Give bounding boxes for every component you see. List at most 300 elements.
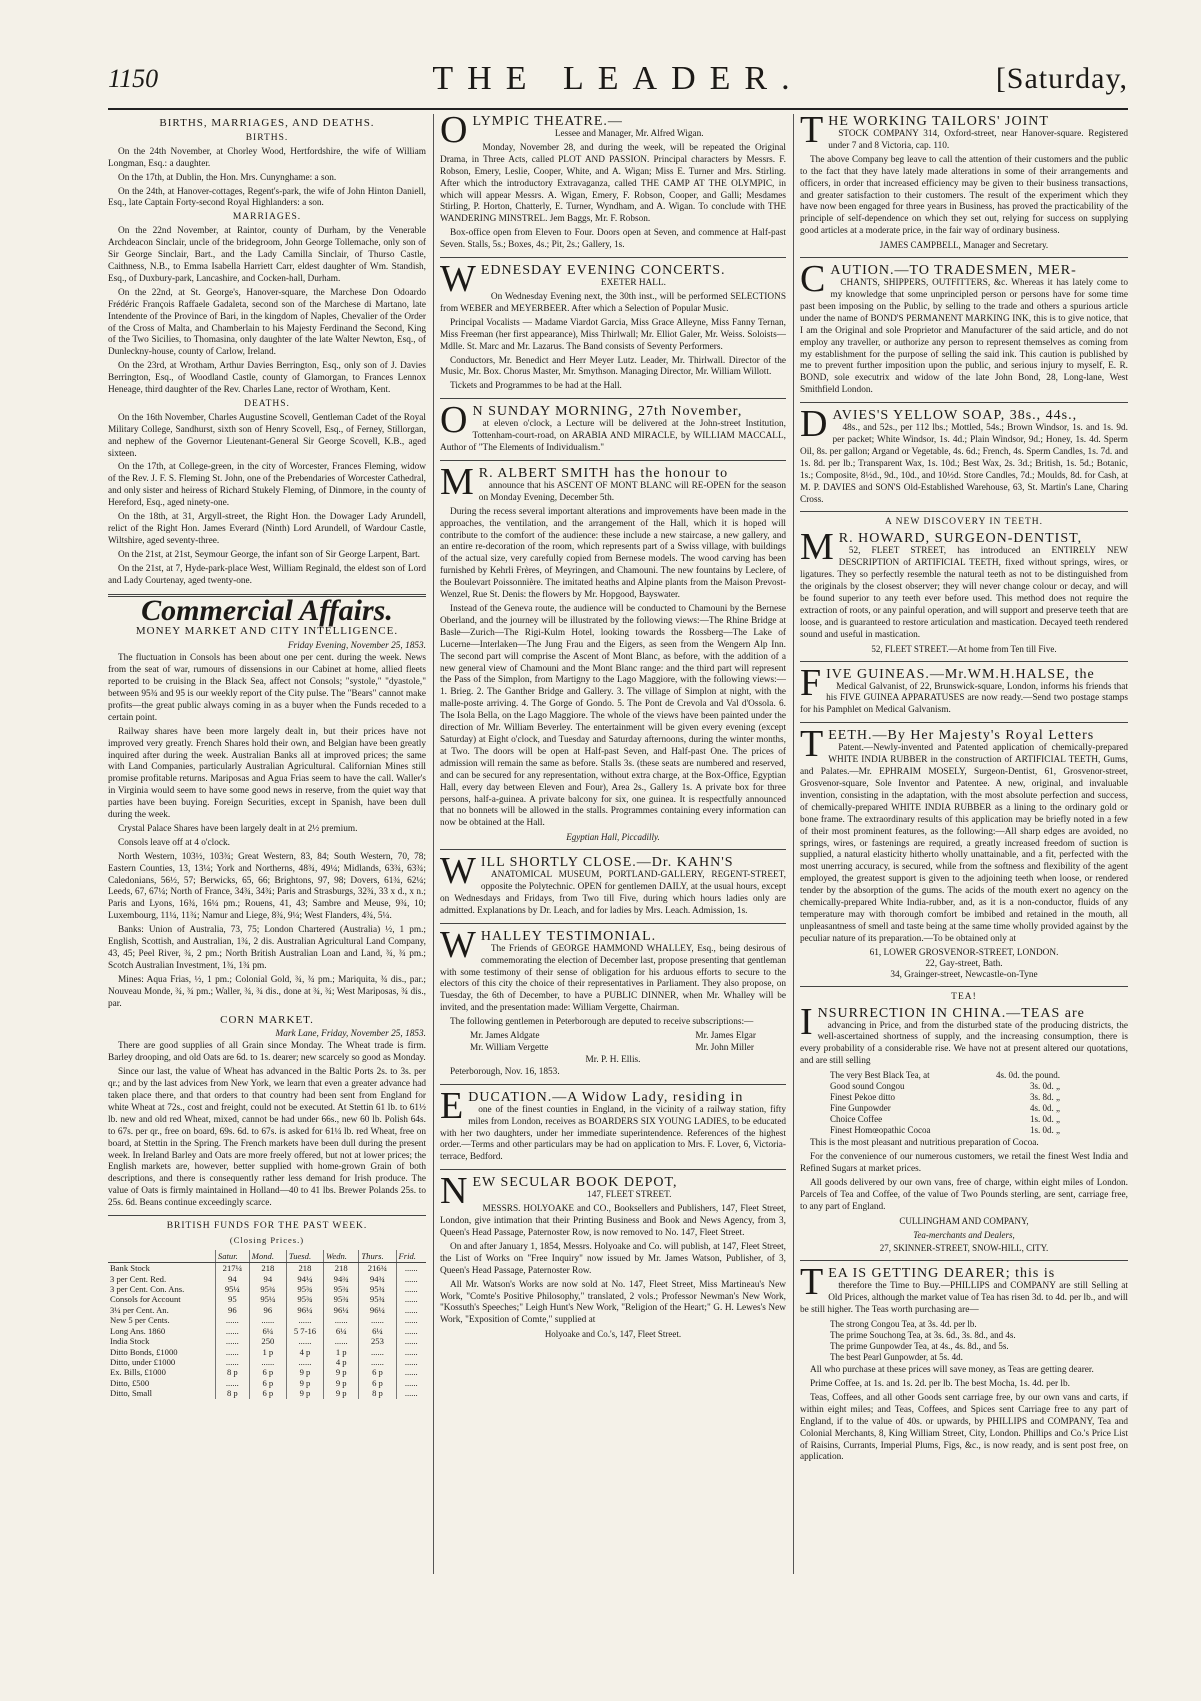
corn-market-title: CORN MARKET. (220, 1013, 314, 1026)
tea-price-row (830, 1070, 1060, 1081)
fund-price-cell: 8 p (215, 1388, 249, 1398)
paragraph: STOCK COMPANY 314, Oxford-street, near Hanover-square. Registered under 7 and 8 Victoria, cap. 110. (828, 129, 1128, 151)
china-tea-ad (800, 992, 1128, 1256)
paragraph: Prime Coffee, at 1s. and 1s. 2d. per lb. The best Mocha, 1s. 4d. per lb. (810, 1378, 1070, 1389)
fund-price-cell: ...... (215, 1336, 249, 1346)
fund-price-cell: ...... (215, 1347, 249, 1357)
fund-price-cell: 217¼ (215, 1263, 249, 1274)
drop-cap: M (800, 526, 835, 569)
drop-cap: C (800, 258, 827, 301)
ad-signature: CULLINGHAM AND COMPANY, (899, 1215, 1029, 1226)
fund-price-cell: 96 (249, 1305, 286, 1315)
list-item: The prime Souchong Tea, at 3s. 6d., 3s. 8d., and 4s. (830, 1330, 1016, 1341)
kahn-museum-ad (440, 850, 786, 918)
yellow-soap-ad (800, 403, 1128, 506)
fund-price-cell: ...... (359, 1357, 396, 1367)
ad-heading: LYMPIC THEATRE.— (472, 114, 623, 129)
ad-signature: Holyoake and Co.'s, 147, Fleet Street. (544, 1329, 682, 1340)
divider (800, 1260, 1128, 1261)
fund-price-cell: 6 p (249, 1367, 286, 1377)
working-tailors-ad (800, 114, 1128, 252)
fund-price-cell: 218 (324, 1263, 359, 1274)
paragraph: There are good supplies of all Grain since Monday. The Wheat trade is firm. Barley drooping, and old Oats are 6d. to 1s. dearer; new scarcely so good as Monday. (108, 1041, 426, 1064)
ad-body: at eleven o'clock, a Lecture will be delivered at the John-street Institution, Tottenham-court-road, on ARABIA AND MIRACLE, by WILLIAM MACCALL, Author of "The Elements of Individualism." (440, 419, 786, 454)
paragraph: Teas, Coffees, and all other Goods sent carriage free, by our own vans and carts, if within eight miles; and Teas, Coffees, and Spices sent Carriage free to any part of England, if to the value of 40s. or upwards, by PHILLIPS and COMPANY, Tea and Colonial Merchants, 8, King William Street, City, London. Phillips and Co.'s Price List of Raisins, Currants, Imperial Plums, Figs, &c., is now ready, and is sent post free, on application. (800, 1392, 1128, 1463)
fund-price-cell: ...... (396, 1274, 426, 1284)
fund-price-cell: 95¾ (286, 1284, 323, 1294)
divider (800, 722, 1128, 723)
ad-body (800, 1138, 1128, 1213)
paragraph: For the convenience of our numerous customers, we retail the finest West India and Refined Sugars at market prices. (800, 1152, 1128, 1174)
whalley-testimonial-ad (440, 923, 786, 1079)
table-row (108, 1347, 426, 1357)
paragraph: On the 16th November, Charles Augustine Scovell, Gentleman Cadet of the Royal Military College, Sandhurst, sixth son of Henry Scovell, Esq., of Ferney, Stillorgan, and nephew of the Governor Lieutenant-General Sir George Scovell, K.B., aged sixteen. (108, 412, 426, 459)
drop-cap: W (440, 258, 477, 301)
divider (440, 1084, 786, 1085)
corn-market-body (108, 1041, 426, 1210)
fund-price-cell: 95¼ (215, 1284, 249, 1294)
ad-heading: EW SECULAR BOOK DEPOT, (472, 1175, 678, 1191)
ad-heading: N SUNDAY MORNING, 27th November, (472, 404, 743, 420)
ad-body: advancing in Price, and from the disturbed state of the producing districts, the well-ascertained shortness of supply, and the increasing consumption, there is every probability of a considerable rise. We have not at present altered our quotations, and are still selling (800, 1020, 1128, 1067)
divider (440, 923, 786, 924)
ad-body (440, 944, 786, 1029)
names-left (470, 1031, 548, 1055)
money-market-body (108, 653, 426, 1010)
ad-subheading: EXETER HALL. (600, 278, 666, 289)
paragraph: On the 22nd November, at Raintor, county of Durham, by the Venerable Archdeacon Sinclair, uncle of the bridegroom, John George Tollemache, only son of Sir George Sinclair, Bart., and the Lady Camilla Sinclair, of Thurso Castle, Caithness, N.B., to Emma Isabella Harriett Carr, eldest daughter of Wm. Standish, Esq., of Duxbury-park, Lancashire, and Cocken-hall, Durham. (108, 226, 426, 284)
paragraph: Banks: Union of Australia, 73, 75; London Chartered (Australia) ½, 1 pm.; English, Scottish, and Australian, 1¾, 2 dis. Australian Agricultural Land Company, 43, 45; Peel River, ¾, 2 pm.; North British Australian Loan and Land, ¾, ¾ pm.; Scotch Australian Investment, 1¾, 1¾ pm. (108, 925, 426, 971)
ad-heading: IVE GUINEAS.—Mr.WM.H.HALSE, the (826, 666, 1095, 682)
fund-price-cell: 6¼ (249, 1326, 286, 1336)
paragraph: Mines: Aqua Frias, ½, 1 pm.; Colonial Gold, ¾, ¾ pm.; Mariquita, ¾ dis., par.; Nouveau Monde, ¾, ¾ pm.; Waller, ¾, ¾ dis., done at ¾, ¾; West Mariposas, ¾ dis., par. (108, 974, 426, 1009)
funds-column-header: Mond. (249, 1250, 286, 1263)
ad-body: one of the finest counties in England, in the vicinity of a railway station, fifty miles from London, receives as BOARDERS SIX YOUNG LADIES, to be educated with her two daughters, under her immediate superintendence. References of the highest order.—Terms and other particulars may be had on application to Mrs. F. Lover, 6, Victoria-terrace, Bedford. (440, 1104, 786, 1163)
fund-price-cell: 95¼ (249, 1294, 286, 1304)
paragraph: Tickets and Programmes to be had at the Hall. (450, 381, 622, 392)
fund-price-cell: 94¾ (359, 1274, 396, 1284)
fund-price-cell: ...... (396, 1305, 426, 1315)
tea-price-list (830, 1070, 1128, 1136)
secular-book-depot-ad (440, 1170, 786, 1341)
divider (800, 511, 1128, 512)
fund-price-cell: ...... (396, 1357, 426, 1367)
divider (440, 1169, 786, 1170)
paragraph: announce that his ASCENT OF MONT BLANC will RE-OPEN for the season on Monday Evening, December 5th. (478, 480, 786, 503)
paragraph: On the 17th, at College-green, in the city of Worcester, Frances Fleming, widow of the Rev. J. F. S. Fleming St. John, one of the Prebendaries of Worcester Cathedral, and only sister and heiress of Richard Stukely Fleming, of Dinmore, in the county of Hereford, Esq., aged ninety-one. (108, 462, 426, 509)
tea-price-row (830, 1081, 1060, 1092)
fund-price-cell: ...... (396, 1315, 426, 1325)
ad-body: Medical Galvanist, of 22, Brunswick-square, London, informs his friends that his FIVE GUINEA APPARATUSES are now ready.—Send two postage stamps for his Pamphlet on Medical Galvanism. (800, 681, 1128, 716)
list-item: 61, LOWER GROSVENOR-STREET, LONDON. (869, 947, 1059, 958)
paragraph: Instead of the Geneva route, the audience will be conducted to Chamouni by the Bernese Oberland, and the journey will be illustrated by the following views:—The Rhine Bridge at Basle—Zurich—The Rigi-Kulm Hotel, looking towards the Rossberg—The Lake of Lucerne—Interlaken—The Jung Frau and the Eigers, as seen from the Wengern Alp Inn. The second part will comprise the Ascent of Mont Blanc, as before, with the addition of a new general view of Chamouni and the Mont Blanc range: and the third part will represent the Pass of the Simplon, from Martigny to the Lago Maggiore, with the following views:—1. Brieg. 2. The Ganther Bridge and Gallery. 3. The village of Simplon at night, with the malle-poste arriving. 4. The Gorge of Gondo. 5. The Pont de Crevola and Val d'Ossola. 6. The Isola Bella, on the Lago Maggiore. The whole of the views have been painted under the direction of Mr. William Beverley. The entertainment will be given every evening (except Saturday) at Eight o'clock, and Tuesday and Saturday afternoons, during the winter months, at Two. The doors will be open at Half-past Seven, and Half-past One. The prices of admission will remain the same as before. Stalls 3s. (these seats are numbered and reserved, and can be secured for any representation, without extra charge, at the Box-Office, Egyptian Hall, every day between Eleven and Four), Area 2s., Gallery 1s. A private box for three persons, half-a-guinea. A private balcony for six, one guinea. It is respectfully announced that no bonnets will be allowed in the stalls. Programmes containing every information can now be obtained at the Hall. (440, 604, 786, 829)
fund-price-cell: ...... (249, 1315, 286, 1325)
funds-column-header: Thurs. (359, 1250, 396, 1263)
divider (440, 398, 786, 399)
funds-table-body (108, 1263, 426, 1399)
divider (440, 849, 786, 850)
names-right (695, 1031, 756, 1055)
paragraph: All who purchase at these prices will save money, as Teas are getting dearer. (810, 1365, 1094, 1376)
divider (800, 661, 1128, 662)
wednesday-concerts-ad (440, 258, 786, 393)
fund-price-cell: ...... (396, 1336, 426, 1346)
ad-kicker: A NEW DISCOVERY IN TEETH. (884, 517, 1044, 528)
fund-price-cell: 96¼ (286, 1305, 323, 1315)
fund-price-cell: 94¼ (286, 1274, 323, 1284)
deaths-title: DEATHS. (244, 398, 290, 409)
fund-name-cell: Bank Stock (110, 1263, 150, 1274)
deaths-list (108, 413, 426, 588)
paragraph: On the 17th, at Dublin, the Hon. Mrs. Cunynghame: a son. (118, 172, 337, 183)
money-market-date: Friday Evening, November 25, 1853. (287, 641, 426, 652)
drop-cap: W (440, 850, 477, 893)
ad-heading: EETH.—By Her Majesty's Royal Letters (828, 728, 1095, 744)
table-row (108, 1388, 426, 1398)
caution-ad (800, 258, 1128, 397)
fund-name-cell: Ditto, Small (110, 1388, 153, 1399)
fund-price-cell: ...... (359, 1315, 396, 1325)
tea-name: Choice Coffee (830, 1114, 883, 1125)
column-divider (433, 114, 434, 1574)
table-row (108, 1305, 426, 1315)
fund-price-cell: 96 (215, 1305, 249, 1315)
ad-heading: AVIES'S YELLOW SOAP, 38s., 44s., (832, 408, 1078, 424)
fund-name-cell: 3 per Cent. Con. Ans. (110, 1284, 185, 1295)
fund-price-cell: ...... (286, 1315, 323, 1325)
fund-price-cell: 94¾ (324, 1274, 359, 1284)
ad-body: Patent.—Newly-invented and Patented application of chemically-prepared WHITE INDIA RUBBER in the construction of ARTIFICIAL TEETH, Gums, and Palates.—Mr. EPHRAIM MOSELY, Surgeon-Dentist, 61, Grosvenor-street, Grosvenor-square, Sole Inventor and Patentee. A new, original, and invaluable invention, consisting in the adaptation, with the most absolute perfection and success, of chemically-prepared WHITE INDIA RUBBER as a lining to the ordinary gold or bone frame. The extraordinary results of this application may be briefly noted in a few of their most prominent features, as the following:—All sharp edges are avoided, no springs, wires, or fastenings are required, a greatly increased freedom of suction is supplied, a natural elasticity hitherto wholly unattainable, and a fit, perfected with the most unerring accuracy, is secured, while from the softness and flexibility of the agent employed, the greatest support is given to the adjoining teeth when loose, or rendered tender by the absorption of the gums. The acids of the mouth exert no agency on the chemically-prepared White India-rubber, and, as it is a non-conductor, fluids of any temperature may with thorough comfort be imbibed and retained in the mouth, all unpleasantness of smell and taste being at the same time wholly provided against by the peculiar nature of its preparation.—To be obtained only at (800, 743, 1128, 944)
paragraph: On the 21st, at 21st, Seymour George, the infant son of Sir George Larpent, Bart. (118, 549, 421, 560)
list-item: The best Pearl Gunpowder, at 5s. 4d. (830, 1352, 963, 1363)
fund-price-cell: 1 p (249, 1347, 286, 1357)
ad-body: therefore the Time to Buy.—PHILLIPS and COMPANY are still Selling at Old Prices, although the market value of Tea has risen 3d. to 4d. per lb., and will be still higher. The Teas worth purchasing are— (800, 1281, 1128, 1316)
albert-smith-ad (440, 460, 786, 844)
tea-name: Good sound Congou (830, 1081, 905, 1092)
fund-name-cell: Ditto, £500 (110, 1377, 150, 1388)
fund-price-cell: 6¼ (359, 1326, 396, 1336)
ad-body (440, 292, 786, 393)
fund-price-cell: 6 p (249, 1378, 286, 1388)
table-row (108, 1263, 426, 1274)
fund-name-cell: 3¼ per Cent. An. (110, 1304, 169, 1315)
fund-price-cell: ...... (324, 1315, 359, 1325)
paragraph: On the 22nd, at St. George's, Hanover-square, the Marchese Don Odoardo Frédéric François Raffaele Gadaleta, second son of the Marchese di Martano, late Intendente of the Province of Bari, in the kingdom of Naples, Chevalier of the Order of the Cross of Malta, and Chamberlain to his Majesty Ferdinand the Second, King of the Two Sicilies, to Thomasina, only daughter of the late Walter Newton, Esq., of Dunleckny-house, county of Carlow, Ireland. (108, 287, 426, 358)
paragraph: On the 24th, at Hanover-cottages, Regent's-park, the wife of John Hinton Daniell, Esq., late Captain Forty-second Royal Highlanders: a son. (108, 186, 426, 209)
marriages-title: MARRIAGES. (232, 212, 302, 223)
divider (440, 460, 786, 461)
paragraph: Box-office open from Eleven to Four. Doors open at Seven, and commence at Half-past Seven. Stalls, 5s.; Boxes, 4s.; Pit, 2s.; Gallery, 1s. (440, 228, 786, 251)
fund-price-cell: ...... (396, 1378, 426, 1388)
fund-price-cell: 1 p (324, 1347, 359, 1357)
fund-price-cell: 6¼ (324, 1326, 359, 1336)
fund-price-cell: ...... (396, 1326, 426, 1336)
fund-name-cell: New 5 per Cents. (110, 1315, 170, 1326)
fund-price-cell: ...... (359, 1347, 396, 1357)
list-item: Mr. John Miller (695, 1043, 754, 1053)
list-item: Mr. William Vergette (470, 1043, 549, 1053)
table-row (108, 1326, 426, 1336)
paragraph: On the 21st, at 7, Hyde-park-place West, William Reginald, the eldest son of Lord and Lady Courtenay, aged twenty-one. (108, 563, 426, 586)
ad-heading: AUTION.—TO TRADESMEN, MER- (830, 263, 1077, 279)
column-1 (108, 114, 426, 1584)
ad-subheading: 147, FLEET STREET. (587, 1190, 672, 1201)
education-ad (440, 1084, 786, 1165)
list-item: 34, Grainger-street, Newcastle-on-Tyne (890, 969, 1038, 980)
ad-dateline: Peterborough, Nov. 16, 1853. (450, 1066, 560, 1077)
paragraph: Since our last, the value of Wheat has advanced in the Baltic Ports 2s. to 3s. per qr.; and by the last advices from New York, we learn that even a greater advance had taken place there, and that orders to that country had been sent from England for white Wheat at 72s., cost and freight, could not be executed. At Stettin 61 lb. to 61½ lb. new and old red Wheat, mixed, cannot be had under 66s., new 60 lb. Polish 64s. to 67s. per qr., free on board, 69s. 6d. to 67s. is asked for 61¼ lb. red Wheat, free on board, at Stettin in the Spring. The French markets have been dull during the present week. In Ireland Barley and Oats are more freely offered, but not at lower prices; the English markets are, however, better supplied with home-grown Grain of both descriptions, and there is consequently rather less demand for Irish produce. The value of Oats is firmly maintained in Holland—40 to 41 lbs. Brewer Polands 25s. to 25s. 6d. Beans continue exceedingly scarce. (108, 1067, 426, 1209)
table-row (108, 1367, 426, 1377)
fund-price-cell: 95¾ (324, 1284, 359, 1294)
funds-subtitle: (Closing Prices.) (229, 1234, 305, 1245)
column-2 (440, 114, 786, 1584)
funds-column-header: Satur. (215, 1250, 249, 1263)
fund-price-cell: ...... (396, 1263, 426, 1274)
ad-body: 52, FLEET STREET, has introduced an ENTIRELY NEW DESCRIPTION of ARTIFICIAL TEETH, fixed without springs, wires, or ligatures. They so perfectly resemble the natural teeth as not to be distinguished from the originals by the closest observer; they will never change colour or decay, and will be found superior to any teeth ever before used. This method does not require the extraction of roots, or any painful operation, and will support and preserve teeth that are loose, and is guaranteed to restore articulation and mastication. Decayed teeth rendered sound and useful in mastication. (800, 546, 1128, 640)
fund-price-cell: 94 (249, 1274, 286, 1284)
paragraph: On the 18th, at 31, Argyll-street, the Right Hon. the Dowager Lady Arundell, relict of the Right Hon. James Everard (Ninth) Lord Arundell, of Wardour Castle, Wiltshire, aged seventy-three. (108, 512, 426, 546)
fund-price-cell: ...... (215, 1315, 249, 1325)
ad-heading: R. HOWARD, SURGEON-DENTIST, (838, 531, 1083, 547)
paragraph: The Friends of GEORGE HAMMOND WHALLEY, Esq., being desirous of commemorating the election of December last, propose presenting that gentleman with some testimony of their sense of obligation for his arduous efforts to secure to the electors of this city the choice of their representatives in Parliament. They also propose, on Tuesday, the 6th of December, to have a PUBLIC DINNER, when Mr. Whalley will be invited, and the presentation made: William Vergette, Chairman. (440, 943, 786, 1014)
sunday-lecture-ad (440, 399, 786, 455)
ad-body (800, 129, 1128, 238)
paragraph: The following gentlemen in Peterborough are deputed to receive subscriptions:— (450, 1017, 754, 1028)
page-day: [Saturday, (995, 62, 1128, 95)
ad-heading: EDNESDAY EVENING CONCERTS. (480, 263, 726, 279)
list-item: 22, Gay-street, Bath. (925, 958, 1003, 969)
fund-price-cell: ...... (215, 1378, 249, 1388)
ad-body: 48s., and 52s., per 112 lbs.; Mottled, 54s.; Brown Windsor, 1s. and 1s. 9d. per packet; White Windsor, 1s. 4d.; Plain Windsor, 9d.; Honey, 1s. 4d. Sperm Oil, 8s. per gallon; Argand or Vegetable, 4s. 6d.; French, 4s. Sperm Candles, 1s. 7d. and 1s. 8d. per lb.; Transparent Wax, 1s. 10d.; Best Wax, 2s. 3d.; British, 1s. 5d.; Botanic, 1s.; Composite, 8½d., 9d., 10d., and 10½d. Store Candles, 7d.; Moulds, 8d. for Cash, at M. P. DAVIES and SON'S Old-Established Warehouse, 63, St. Martin's Lane, Charing Cross. (800, 423, 1128, 505)
paragraph: The above Company beg leave to call the attention of their customers and the public to the fact that they have lately made alterations in some of their arrangements and officers, in order that increased efficiency may be given to their business transactions, and greater satisfaction to their customers. The result of the experiment which they have now been engaged for three years in Business, has proved the practicability of the principle of self-dependence on which they set out, relying for success on supplying good articles at a moderate price, in the fair way of ordinary business. (800, 154, 1128, 237)
fund-price-cell: 218 (286, 1263, 323, 1274)
drop-cap: D (800, 403, 829, 446)
fund-name-cell: Ditto, under £1000 (110, 1356, 176, 1367)
fund-name-cell: Ditto Bonds, £1000 (110, 1346, 178, 1357)
fund-price-cell: 216¾ (359, 1263, 396, 1274)
ad-body (440, 481, 786, 830)
table-row (108, 1294, 426, 1304)
fund-price-cell: 6 p (359, 1378, 396, 1388)
funds-header-row (108, 1250, 426, 1263)
fund-price-cell: ...... (396, 1284, 426, 1294)
paragraph: On Wednesday Evening next, the 30th inst., will be performed SELECTIONS from WEBER and MEYERBEER. After which a Selection of Popular Music. (440, 291, 786, 314)
drop-cap: M (440, 460, 475, 503)
column-3 (800, 114, 1128, 1584)
paragraph: Consols leave off at 4 o'clock. (118, 837, 231, 848)
fund-price-cell: 253 (359, 1336, 396, 1346)
list-item: Mr. James Elgar (695, 1031, 756, 1042)
ad-signature: Egyptian Hall, Piccadilly. (566, 832, 660, 843)
fund-price-cell: 96¼ (359, 1305, 396, 1315)
fund-price-cell: 9 p (324, 1378, 359, 1388)
funds-table (108, 1250, 426, 1399)
table-row (108, 1357, 426, 1367)
paragraph: The fluctuation in Consols has been about one per cent. during the week. News from the seat of war, rumours of dissensions in our Cabinet at home, allied fleets reported to be cruising in the Black Sea, affect not Consols; "systole," "dyastole," between 95¾ and 95 is our weekly report of the City pulse. The "Bears" cannot make profits—the great public always coming in as a buyer when the Funds receded to a certain point. (108, 653, 426, 723)
funds-column-header: Tuesd. (286, 1250, 323, 1263)
list-item: The prime Gunpowder Tea, at 4s., 4s. 8d., and 5s. (830, 1341, 1009, 1352)
fund-price-cell: 9 p (324, 1367, 359, 1377)
howard-dentist-ad (800, 517, 1128, 655)
fund-price-cell: ...... (215, 1326, 249, 1336)
tea-price-row (830, 1125, 1060, 1136)
fund-price-cell: 96¼ (324, 1305, 359, 1315)
funds-column-header (108, 1250, 215, 1263)
drop-cap: O (440, 399, 469, 442)
money-market-title: MONEY MARKET AND CITY INTELLIGENCE. (135, 625, 399, 638)
drop-cap: T (800, 114, 825, 151)
ad-signature: 27, SKINNER-STREET, SNOW-HILL, CITY. (879, 1243, 1049, 1254)
ad-body: CHANTS, SHIPPERS, OUTFITTERS, &c. Whereas it has lately come to my knowledge that some unprincipled person or persons have for some time past been imposing on the Public, by selling to the trade and others a spurious article under the name of BOND'S PERMANENT MARKING INK, this is to give notice, that I am the Original and sole Proprietor and Manufacturer of the said article, and do not employ any traveller, or authorize any person to represent themselves as coming from my establishment for the purpose of selling the said ink. This caution is published by me to prevent further imposition upon the public, and serious injury to myself, E. R. BOND, sole executrix and widow of the late John Bond, 28, Long-lane, West Smithfield London. (800, 278, 1128, 396)
fund-price-cell: 8 p (215, 1367, 249, 1377)
list-item: The strong Congou Tea, at 3s. 4d. per lb. (830, 1319, 977, 1330)
ad-heading: HE WORKING TAILORS' JOINT (828, 114, 1049, 129)
fund-name-cell: Consols for Account (110, 1294, 181, 1305)
fund-price-cell: ...... (324, 1336, 359, 1346)
fund-price-cell: 5 7-16 (286, 1326, 323, 1336)
fund-price-cell: 9 p (286, 1388, 323, 1398)
masthead (108, 58, 1128, 106)
ad-subheading: Lessee and Manager, Mr. Alfred Wigan. (554, 129, 704, 139)
paragraph: This is the most pleasant and nutritious preparation of Cocoa. (810, 1138, 1039, 1149)
ad-body (440, 143, 786, 252)
tea-name: The very Best Black Tea, at (830, 1070, 930, 1081)
tea-price: 4s. 0d. the pound. (996, 1070, 1060, 1081)
divider (800, 402, 1128, 403)
fund-price-cell: ...... (286, 1357, 323, 1367)
halse-galvanist-ad (800, 661, 1128, 718)
ad-heading: HALLEY TESTIMONIAL. (480, 928, 657, 944)
paragraph: On the 24th November, at Chorley Wood, Hertfordshire, the wife of William Longman, Esq.: a daughter. (108, 146, 426, 169)
ad-signature: 52, FLEET STREET.—At home from Ten till Five. (871, 643, 1057, 654)
fund-price-cell: 95¾ (249, 1284, 286, 1294)
paragraph: MESSRS. HOLYOAKE and CO., Booksellers and Publishers, 147, Fleet Street, London, give intimation that their Printing Business and Book and News Agency, from 3, Queen's Head Passage, Paternoster Row, is now removed to No. 147, Fleet Street. (440, 1204, 786, 1238)
fund-price-cell: ...... (396, 1294, 426, 1304)
fund-price-cell: 250 (249, 1336, 286, 1346)
ad-heading: R. ALBERT SMITH has the honour to (478, 465, 729, 481)
ad-body: ANATOMICAL MUSEUM, PORTLAND-GALLERY, REGENT-STREET, opposite the Polytechnic. OPEN for gentlemen DAILY, at the usual hours, except on Wednesdays and Fridays, from Two till Five, during which hours ladies only are admitted. Explanations by Dr. Leach, and for ladies by Mrs. Leach. Admission, 1s. (440, 870, 786, 916)
tea-price: 4s. 0d. „ (1030, 1103, 1060, 1114)
fund-price-cell: ...... (396, 1388, 426, 1398)
paragraph: All goods delivered by our own vans, free of charge, within eight miles of London. Parcels of Tea and Coffee, of the value of Two Pounds sterling, are sent, carriage free, to any part of England. (800, 1177, 1128, 1212)
births-title: BIRTHS. (245, 132, 289, 143)
fund-name-cell: 3 per Cent. Red. (110, 1273, 167, 1284)
funds-column-header: Frid. (396, 1250, 426, 1263)
fund-price-cell: 6 p (249, 1388, 286, 1398)
tea-price: 1s. 0d. „ (1030, 1114, 1060, 1125)
list-item: Mr. James Aldgate (470, 1031, 540, 1042)
fund-price-cell: 95 (215, 1294, 249, 1304)
drop-cap: W (440, 923, 477, 966)
ad-addresses (800, 948, 1128, 981)
paragraph: On the 23rd, at Wrotham, Arthur Davies Berrington, Esq., only son of J. Davies Berrington, Esq., of Woodland Castle, county of Glamorgan, to Frances Lennox Heneage, third daughter of the Rev. Charles Lane, rector of Wrotham, Kent. (108, 361, 426, 396)
tea-price-row (830, 1103, 1060, 1114)
fund-price-cell: 4 p (324, 1357, 359, 1367)
divider (800, 986, 1128, 987)
ad-body (800, 1365, 1128, 1464)
divider (800, 257, 1128, 258)
fund-price-cell: 9 p (286, 1367, 323, 1377)
ad-kicker: TEA! (951, 991, 977, 1002)
paragraph: On and after January 1, 1854, Messrs. Holyoake and Co. will publish, at 147, Fleet Street, the List of Works on "Free Inquiry" now issued by Mr. James Watson, Publisher, of 3, Queen's Head Passage, Paternoster Row. (440, 1241, 786, 1276)
section-title-bmd: BIRTHS, MARRIAGES, AND DEATHS. (159, 117, 375, 129)
fund-price-cell: 8 p (359, 1388, 396, 1398)
drop-cap: E (440, 1084, 465, 1127)
mosely-teeth-ad (800, 723, 1128, 980)
drop-cap: T (800, 1261, 825, 1304)
commercial-affairs-title: Commercial Affairs. (141, 593, 393, 627)
fund-price-cell: 9 p (286, 1378, 323, 1388)
table-row (108, 1284, 426, 1294)
tea-price-row (830, 1114, 1060, 1125)
paragraph: Railway shares have been more largely dealt in, but their prices have not improved very greatly. French Shares hold their own, and Belgian have been greatly inquired after during the week. Australian Banks all at improved prices; the same with Land Companies, particularly Australian Agricultural. Californian Mines still promise profitable returns. Mariposas and Agua Frias seem to have the call. Waller's in Virginia would seem to have some good news in reserve, from the quiet way that parties have been buying. Foreign Securities, except in Spanish, have been dull during the week. (108, 726, 426, 821)
paragraph: Monday, November 28, and during the week, will be repeated the Original Drama, in Three Acts, called PLOT AND PASSION. Principal characters by Messrs. F. Robson, Emery, Leslie, Cooper, White, and A. Wigan; Miss E. Turner and Mrs. Stirling. After which the introductory Extravaganza, called THE CAMP AT THE OLYMPIC, in which will appear Messrs. A. Wigan, Emery, F. Robson, Cooper, and Galli; Mesdames Stirling, P. Horton, Chatterly, E. Turner, Wyndham, and A. Wigan. To conclude with THE WANDERING MINSTREL. Jem Baggs, Mr. F. Robson. (440, 142, 786, 225)
funds-column-header: Wedn. (324, 1250, 359, 1263)
paragraph: Principal Vocalists — Madame Viardot Garcia, Miss Grace Alleyne, Miss Fanny Ternan, Miss Freeman (her first appearance), Miss Thirlwall; Mr. Elliot Galer, Mr. Weiss. Soloists—Mdlle. St. Marc and Mr. Lazarus. The Band consists of Seventy Performers. (440, 317, 786, 352)
drop-cap: F (800, 661, 823, 704)
fund-price-cell: 4 p (286, 1347, 323, 1357)
drop-cap: T (800, 723, 825, 766)
masthead-rule (108, 108, 1128, 110)
fund-name-cell: Ex. Bills, £1000 (110, 1367, 166, 1378)
paragraph: Crystal Palace Shares have been largely dealt in at 2½ premium. (118, 823, 358, 834)
fund-price-cell: 218 (249, 1263, 286, 1274)
fund-price-cell: 95¾ (324, 1294, 359, 1304)
divider (440, 257, 786, 258)
fund-price-cell: 9 p (324, 1388, 359, 1398)
fund-price-cell: 6 p (359, 1367, 396, 1377)
drop-cap: I (800, 1000, 814, 1043)
fund-price-cell: 95¾ (359, 1284, 396, 1294)
fund-price-cell: 95¾ (359, 1294, 396, 1304)
column-divider (793, 114, 794, 1574)
ad-heading: ILL SHORTLY CLOSE.—Dr. KAHN'S (480, 855, 734, 871)
tea-price: 3s. 8d. „ (1030, 1092, 1060, 1103)
ad-heading: EA IS GETTING DEARER; this is (828, 1266, 1056, 1282)
tea-name: Finest Pekoe ditto (830, 1092, 895, 1103)
tea-name: Finest Homœopathic Cocoa (830, 1125, 931, 1136)
marriages-list (108, 226, 426, 397)
table-row (108, 1336, 426, 1346)
tea-name: Fine Gunpowder (830, 1103, 891, 1114)
paragraph: North Western, 103½, 103¾; Great Western, 83, 84; South Western, 70, 78; Eastern Counties, 13, 13¼; York and Northerns, 48¾, 49¼; Midlands, 63¾, 63¾; Caledonians, 56½, 57; Berwicks, 65, 66; Brightons, 97, 98; Dovers, 61¾, 62¼; Leeds, 67, 67¼; North of France, 34¾, 34¾; Paris and Strasburgs, 32¾, 33 x d., x n.; Paris and Lyons, 16¾, 16¼ pm.; Rouens, 41, 43; Sambre and Meuse, 9¾, 10; Luxembourg, 11¼, 11¾; Namur and Liege, 8¾, 9¼; West Flanders, 4¾, 5¼. (108, 851, 426, 922)
ad-heading: NSURRECTION IN CHINA.—TEAS are (817, 1005, 1085, 1021)
paragraph: All Mr. Watson's Works are now sold at No. 147, Fleet Street, Miss Martineau's New Work, "Comte's Positive Philosophy," translated, 2 vols.; Professor Newman's New Work, "Kossuth's Speeches;" Leigh Hunt's New Work, "Religion of the Heart;" G. H. Lewes's New Work, "Exposition of Comte," supplied at (440, 1279, 786, 1326)
table-row (108, 1274, 426, 1284)
corn-market-date: Mark Lane, Friday, November 25, 1853. (275, 1029, 426, 1040)
ad-signature: Tea-merchants and Dealers, (913, 1229, 1015, 1240)
fund-name-cell: Long Ans. 1860 (110, 1325, 166, 1336)
divider (108, 1215, 426, 1216)
newspaper-title: THE LEADER. (432, 60, 804, 97)
tea-dearer-ad (800, 1261, 1128, 1464)
fund-name-cell: India Stock (110, 1336, 150, 1347)
tea-price-list (830, 1319, 1128, 1363)
paragraph: Conductors, Mr. Benedict and Herr Meyer Lutz. Leader, Mr. Thirlwall. Director of the Music, Mr. Box. Chorus Master, Mr. Smythson. Managing Director, Mr. William Willott. (440, 355, 786, 378)
fund-price-cell: 94 (215, 1274, 249, 1284)
ad-body (440, 1204, 786, 1327)
fund-price-cell: ...... (396, 1367, 426, 1377)
fund-price-cell: ...... (286, 1336, 323, 1346)
drop-cap: O (440, 114, 469, 151)
fund-price-cell: ...... (249, 1357, 286, 1367)
tea-price: 1s. 0d. „ (1030, 1125, 1060, 1136)
olympic-theatre-ad (440, 114, 786, 252)
subscriber-names (440, 1031, 786, 1055)
ad-signature: JAMES CAMPBELL, Manager and Secretary. (879, 240, 1049, 251)
ad-heading: DUCATION.—A Widow Lady, residing in (468, 1089, 744, 1105)
drop-cap: N (440, 1170, 469, 1213)
